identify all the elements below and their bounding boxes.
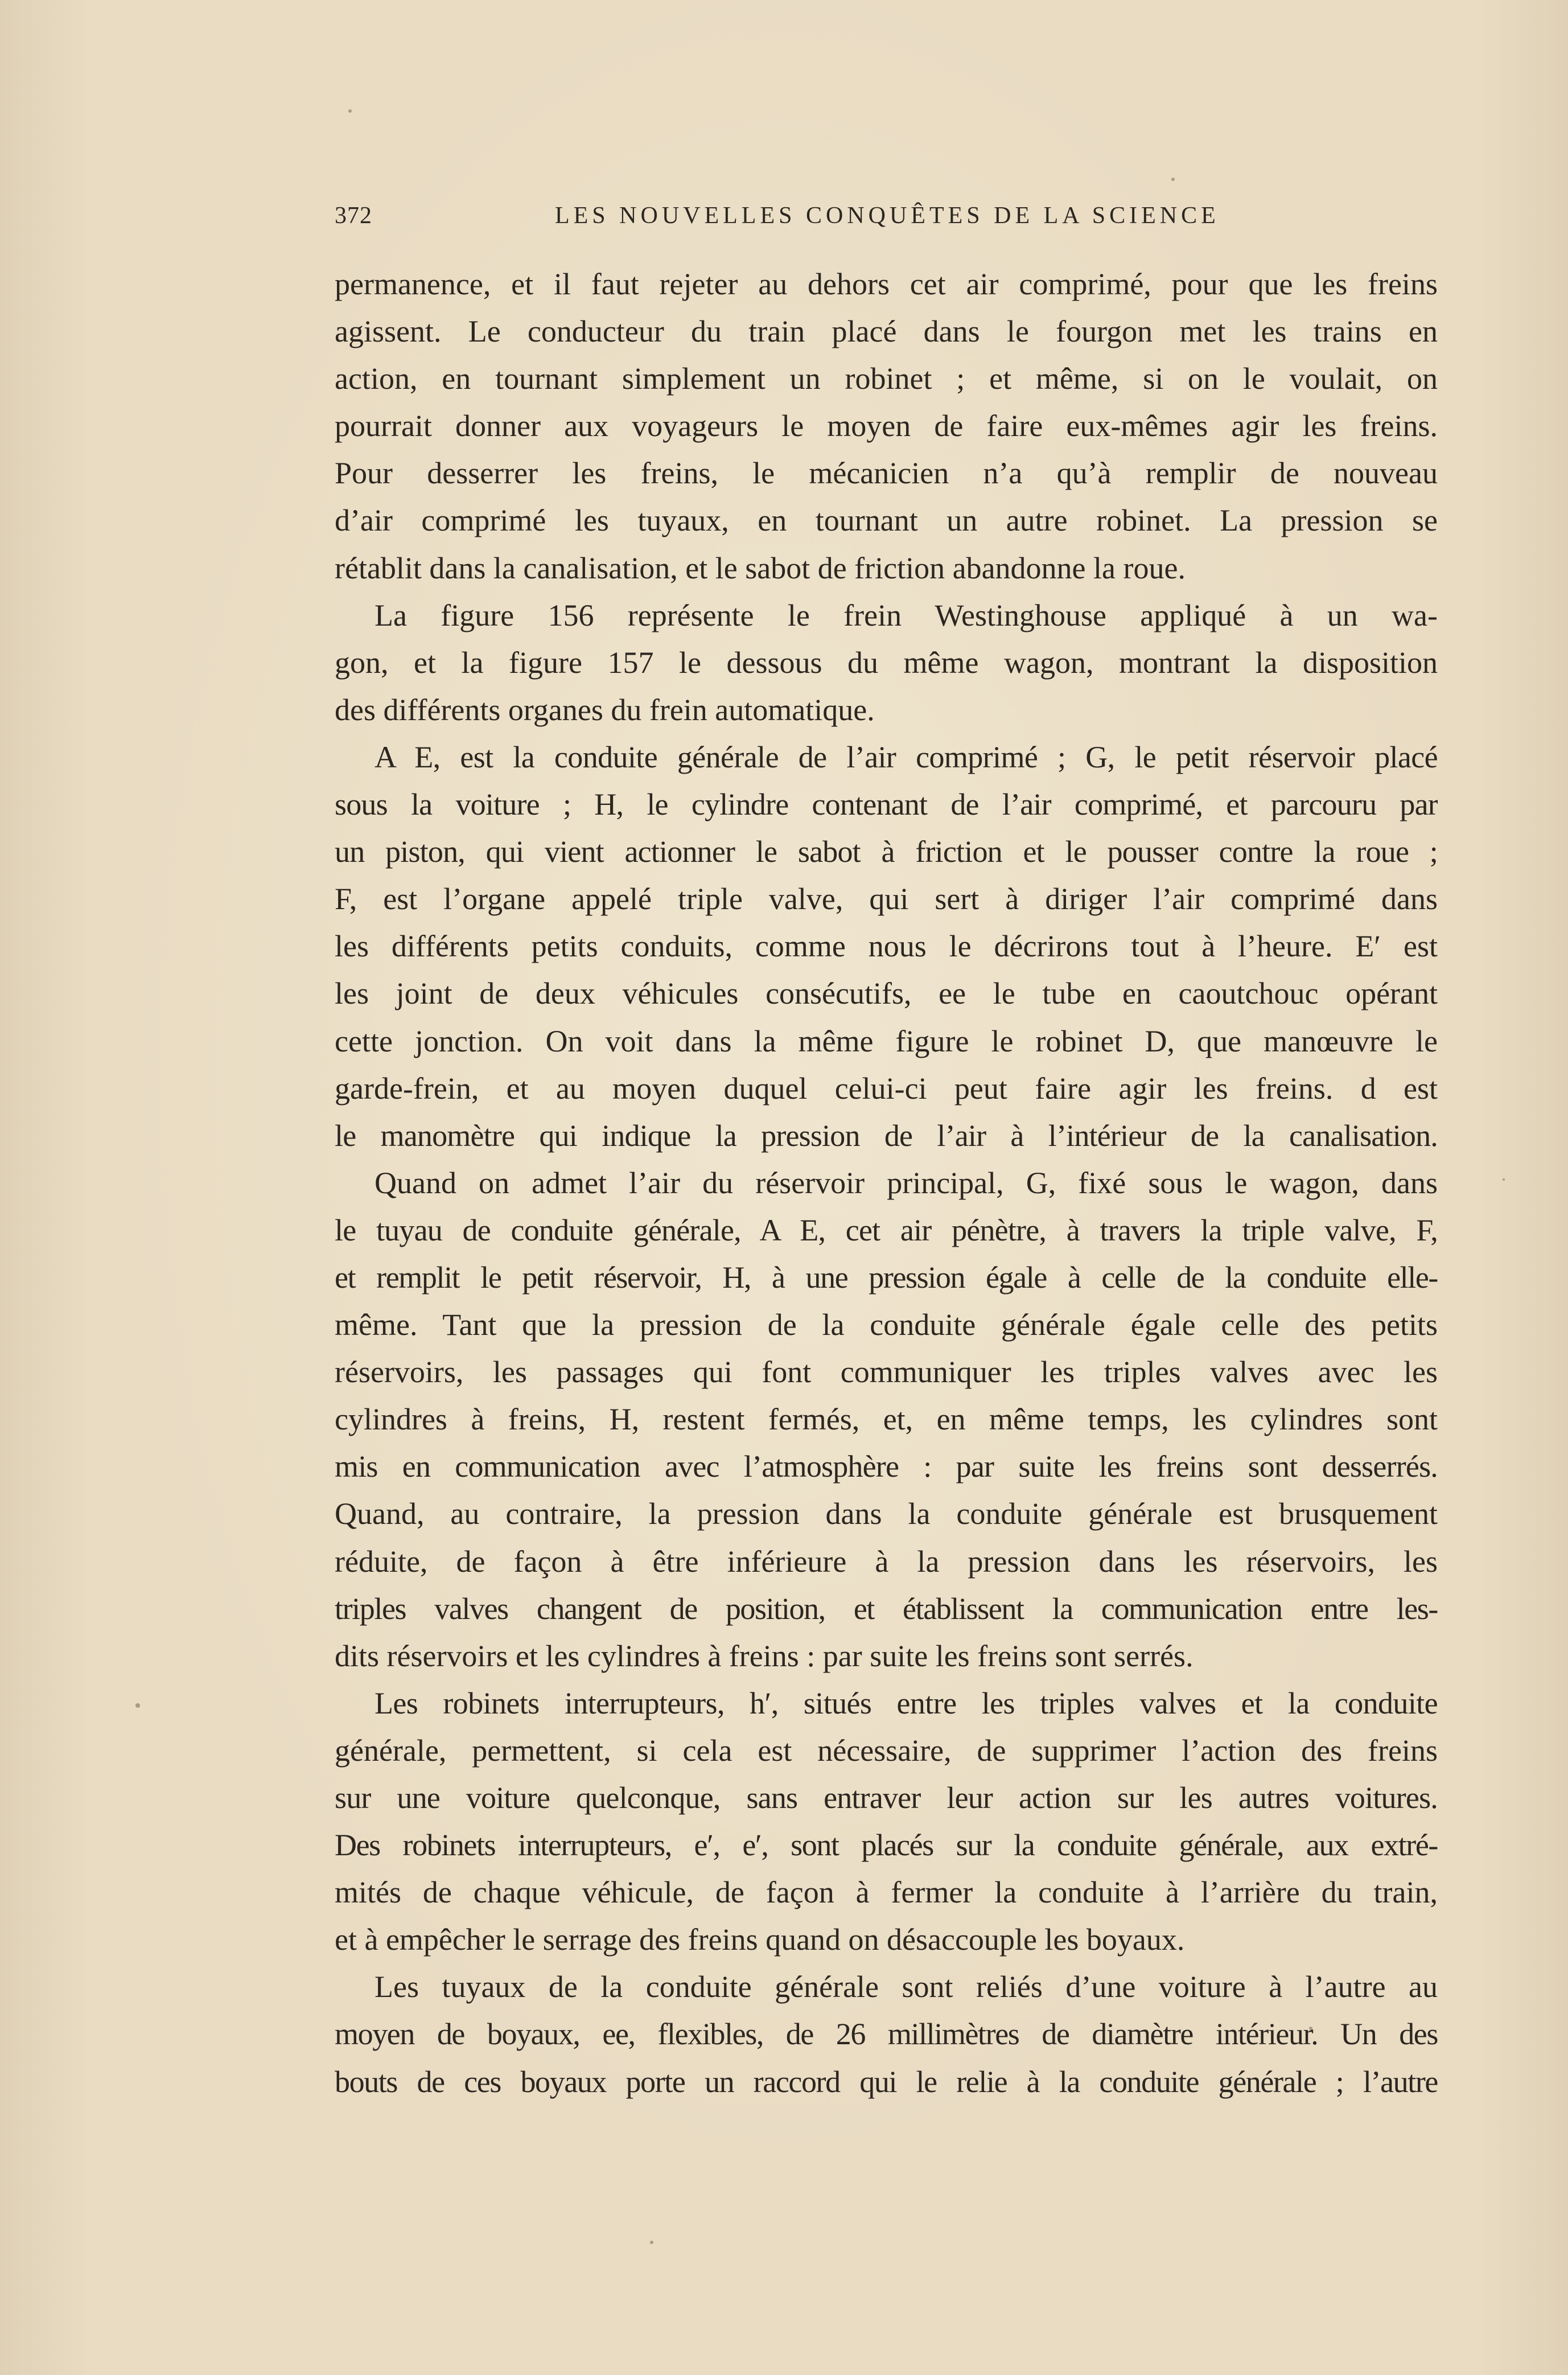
text-line: sur une voiture quelconque, sans entraver leur action sur les autres voitures.: [335, 1781, 1438, 1815]
text-line: moyen de boyaux, ee, flexibles, de 26 millimètres de diamètre intérieur. Un des: [335, 2017, 1438, 2052]
text-line: agissent. Le conducteur du train placé dans le fourgon met les trains en: [335, 314, 1438, 349]
text-line: Quand, au contraire, la pression dans la conduite générale est brusquement: [335, 1497, 1438, 1531]
text-line: réservoirs, les passages qui font communiquer les triples valves avec les: [335, 1355, 1438, 1390]
text-line: un piston, qui vient actionner le sabot à friction et le pousser contre la roue ;: [335, 835, 1438, 869]
text-line: garde-frein, et au moyen duquel celui-ci peut faire agir les freins. d est: [335, 1071, 1438, 1106]
paper-speck: [1171, 178, 1175, 181]
text-line: sous la voiture ; H, le cylindre contenant de l’air comprimé, et parcouru par: [335, 787, 1438, 822]
text-line: même. Tant que la pression de la conduite générale égale celle des petits: [335, 1308, 1438, 1342]
text-line: le tuyau de conduite générale, A E, cet air pénètre, à travers la triple valve, F,: [335, 1213, 1438, 1247]
paper-speck: [1503, 1178, 1505, 1181]
text-line: F, est l’organe appelé triple valve, qui sert à diriger l’air comprimé dans: [335, 882, 1438, 917]
text-line: bouts de ces boyaux porte un raccord qui le relie à la conduite générale ; l’autre: [335, 2064, 1438, 2099]
text-line: des différents organes du frein automatique.: [335, 692, 875, 727]
text-line: action, en tournant simplement un robinet ; et même, si on le voulait, on: [335, 361, 1438, 396]
text-line: cette jonction. On voit dans la même figure le robinet D, que manœuvre le: [335, 1024, 1438, 1058]
text-line: rétablit dans la canalisation, et le sabot de friction abandonne la roue.: [335, 550, 1186, 585]
text-line: La figure 156 représente le frein Westinghouse appliqué à un wa-: [374, 598, 1438, 632]
text-line: Pour desserrer les freins, le mécanicien n’a qu’à remplir de nouveau: [335, 456, 1438, 491]
page-number: 372: [335, 203, 372, 229]
text-line: Des robinets interrupteurs, e′, e′, sont placés sur la conduite générale, aux extré-: [335, 1828, 1438, 1863]
text-line: A E, est la conduite générale de l’air comprimé ; G, le petit réservoir placé: [374, 739, 1438, 774]
text-line: Les robinets interrupteurs, h′, situés entre les triples valves et la conduite: [374, 1686, 1438, 1720]
paper-speck: [348, 109, 352, 113]
text-line: générale, permettent, si cela est nécessaire, de supprimer l’action des freins: [335, 1733, 1438, 1768]
paper-speck: [135, 1703, 140, 1708]
text-line: les joint de deux véhicules consécutifs, ee le tube en caoutchouc opérant: [335, 976, 1438, 1011]
text-line: et à empêcher le serrage des freins quand on désaccouple les boyaux.: [335, 1922, 1185, 1957]
text-line: triples valves changent de position, et établissent la communication entre les-: [335, 1591, 1438, 1626]
text-line: réduite, de façon à être inférieure à la pression dans les réservoirs, les: [335, 1544, 1438, 1579]
text-line: pourrait donner aux voyageurs le moyen de faire eux-mêmes agir les freins.: [335, 409, 1438, 443]
running-title: LES NOUVELLES CONQUÊTES DE LA SCIENCE: [555, 203, 1220, 229]
text-line: dits réservoirs et les cylindres à freins : par suite les freins sont serrés.: [335, 1638, 1194, 1673]
body-text: [335, 261, 1438, 2106]
text-line: Quand on admet l’air du réservoir principal, G, fixé sous le wagon, dans: [374, 1165, 1438, 1200]
page-header: [335, 202, 1220, 236]
text-line: permanence, et il faut rejeter au dehors cet air comprimé, pour que les freins: [335, 267, 1438, 301]
text-line: et remplit le petit réservoir, H, à une pression égale à celle de la conduite elle-: [335, 1260, 1438, 1295]
text-line: d’air comprimé les tuyaux, en tournant un autre robinet. La pression se: [335, 503, 1438, 538]
text-line: les différents petits conduits, comme nous le décrirons tout à l’heure. E′ est: [335, 929, 1438, 964]
text-line: le manomètre qui indique la pression de l’air à l’intérieur de la canalisation.: [335, 1118, 1438, 1153]
text-line: gon, et la figure 157 le dessous du même wagon, montrant la disposition: [335, 645, 1438, 680]
text-line: cylindres à freins, H, restent fermés, et, en même temps, les cylindres sont: [335, 1402, 1438, 1437]
text-line: mis en communication avec l’atmosphère : par suite les freins sont desserrés.: [335, 1449, 1438, 1484]
text-line: Les tuyaux de la conduite générale sont reliés d’une voiture à l’autre au: [374, 1970, 1438, 2004]
text-line: mités de chaque véhicule, de façon à fermer la conduite à l’arrière du train,: [335, 1875, 1438, 1910]
paper-speck: [650, 2241, 653, 2244]
